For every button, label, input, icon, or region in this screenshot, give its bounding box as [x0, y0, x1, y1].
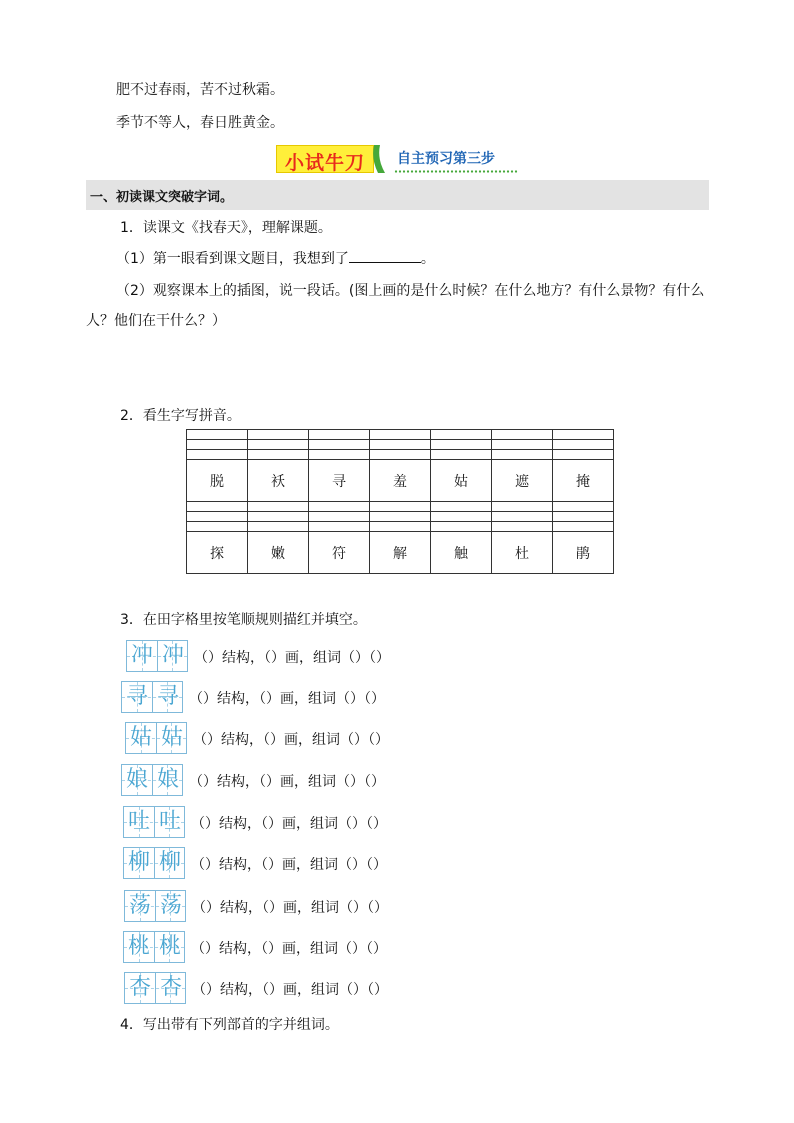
trace-char: 姑	[129, 725, 152, 750]
hanzi-cell: 解	[370, 532, 431, 574]
hanzi-cell: 遮	[492, 460, 553, 502]
pinyin-blank-cell[interactable]	[248, 502, 309, 512]
pinyin-blank-cell[interactable]	[431, 512, 492, 522]
section-heading: 一、初读课文突破字词。	[90, 190, 234, 205]
hanzi-cell: 掩	[553, 460, 614, 502]
trace-char: 桃	[158, 934, 181, 959]
trace-char: 寻	[125, 684, 148, 709]
pinyin-blank-cell[interactable]	[553, 522, 614, 532]
pinyin-blank-cell[interactable]	[370, 430, 431, 440]
q1-sub1-end: 。	[420, 251, 435, 267]
pinyin-blank-cell[interactable]	[187, 512, 248, 522]
trace-char: 柳	[127, 850, 150, 875]
pinyin-blank-cell[interactable]	[553, 440, 614, 450]
tianzige-grid[interactable]	[124, 890, 186, 922]
pinyin-blank-cell[interactable]	[492, 512, 553, 522]
trace-char: 杏	[128, 975, 151, 1000]
tianzige-grid[interactable]	[121, 681, 183, 713]
hanzi-cell: 羞	[370, 460, 431, 502]
pinyin-blank-cell[interactable]	[492, 430, 553, 440]
pinyin-blank-cell[interactable]	[248, 522, 309, 532]
structure-fill-text: （）结构，（）画，组词（）（）	[194, 650, 390, 666]
pinyin-blank-cell[interactable]	[248, 440, 309, 450]
hanzi-cell: 姑	[431, 460, 492, 502]
section-heading-bar	[86, 180, 709, 210]
hanzi-cell: 触	[431, 532, 492, 574]
trace-char: 荡	[159, 893, 182, 918]
pinyin-blank-cell[interactable]	[431, 502, 492, 512]
tianzige-grid[interactable]	[124, 972, 186, 1004]
q1-answer-blank[interactable]	[349, 248, 421, 263]
structure-fill-text: （）结构，（）画，组词（）（）	[193, 732, 389, 748]
q4-title: 4．写出带有下列部首的字并组词。	[120, 1017, 339, 1033]
trace-char: 荡	[128, 893, 151, 918]
banner-ribbon-icon	[372, 145, 386, 173]
tianzige-grid[interactable]	[123, 806, 185, 838]
q1-sub2-line1: （2）观察课本上的插图，说一段话。(图上画的是什么时候？在什么地方？有什么景物？有什么	[116, 283, 705, 299]
trace-char: 寻	[156, 684, 179, 709]
pinyin-blank-cell[interactable]	[553, 502, 614, 512]
pinyin-blank-cell[interactable]	[309, 450, 370, 460]
q1-sub1-text: （1）第一眼看到课文题目，我想到了	[116, 251, 349, 267]
structure-fill-text: （）结构，（）画，组词（）（）	[192, 982, 388, 998]
pinyin-blank-cell[interactable]	[553, 512, 614, 522]
trace-char: 姑	[160, 725, 183, 750]
pinyin-blank-cell[interactable]	[187, 450, 248, 460]
banner-title: 小试牛刀	[284, 152, 365, 174]
structure-fill-text: （）结构，（）画，组词（）（）	[189, 691, 385, 707]
hanzi-cell: 脱	[187, 460, 248, 502]
q2-title: 2．看生字写拼音。	[120, 408, 241, 424]
structure-fill-text: （）结构，（）画，组词（）（）	[191, 816, 387, 832]
tianzige-grid[interactable]	[121, 764, 183, 796]
pinyin-blank-cell[interactable]	[248, 430, 309, 440]
pinyin-blank-cell[interactable]	[187, 502, 248, 512]
pinyin-blank-cell[interactable]	[370, 450, 431, 460]
q1-sub1	[116, 248, 435, 269]
pinyin-blank-cell[interactable]	[309, 440, 370, 450]
pinyin-blank-cell[interactable]	[309, 430, 370, 440]
pinyin-blank-cell[interactable]	[248, 512, 309, 522]
q3-title: 3．在田字格里按笔顺规则描红并填空。	[120, 612, 367, 628]
proverb-line-1: 肥不过春雨，苦不过秋霜。	[116, 82, 284, 98]
pinyin-blank-cell[interactable]	[370, 502, 431, 512]
pinyin-blank-cell[interactable]	[309, 512, 370, 522]
trace-char: 桃	[127, 934, 150, 959]
pinyin-blank-cell[interactable]	[431, 450, 492, 460]
pinyin-blank-cell[interactable]	[248, 450, 309, 460]
pinyin-blank-cell[interactable]	[370, 440, 431, 450]
pinyin-blank-cell[interactable]	[431, 430, 492, 440]
structure-fill-text: （）结构，（）画，组词（）（）	[189, 774, 385, 790]
structure-fill-text: （）结构，（）画，组词（）（）	[192, 900, 388, 916]
pinyin-blank-cell[interactable]	[187, 522, 248, 532]
banner-title-box	[276, 145, 374, 173]
pinyin-table	[186, 429, 614, 574]
pinyin-blank-cell[interactable]	[187, 440, 248, 450]
trace-char: 吐	[127, 809, 150, 834]
structure-fill-text: （）结构，（）画，组词（）（）	[191, 857, 387, 873]
trace-char: 柳	[158, 850, 181, 875]
banner-dotted-underline	[394, 170, 518, 173]
trace-char: 娘	[125, 767, 148, 792]
q1-sub2-line2: 人？他们在干什么？）	[86, 313, 226, 329]
pinyin-blank-cell[interactable]	[187, 430, 248, 440]
trace-char: 杏	[159, 975, 182, 1000]
pinyin-blank-cell[interactable]	[370, 512, 431, 522]
tianzige-grid[interactable]	[125, 722, 187, 754]
trace-char: 吐	[158, 809, 181, 834]
pinyin-blank-cell[interactable]	[553, 450, 614, 460]
pinyin-blank-cell[interactable]	[492, 450, 553, 460]
pinyin-blank-cell[interactable]	[309, 502, 370, 512]
hanzi-cell: 鹃	[553, 532, 614, 574]
q1-title: 1．读课文《找春天》，理解课题。	[120, 220, 332, 236]
pinyin-blank-cell[interactable]	[431, 440, 492, 450]
trace-char: 冲	[161, 643, 184, 668]
pinyin-blank-cell[interactable]	[309, 522, 370, 532]
pinyin-blank-cell[interactable]	[492, 440, 553, 450]
pinyin-blank-cell[interactable]	[492, 522, 553, 532]
hanzi-cell: 嫩	[248, 532, 309, 574]
tianzige-grid[interactable]	[126, 640, 188, 672]
hanzi-cell: 探	[187, 532, 248, 574]
pinyin-blank-cell[interactable]	[492, 502, 553, 512]
hanzi-cell: 寻	[309, 460, 370, 502]
hanzi-cell: 杜	[492, 532, 553, 574]
trace-char: 娘	[156, 767, 179, 792]
hanzi-cell: 符	[309, 532, 370, 574]
tianzige-grid[interactable]	[123, 847, 185, 879]
pinyin-blank-cell[interactable]	[431, 522, 492, 532]
pinyin-blank-cell[interactable]	[370, 522, 431, 532]
pinyin-blank-cell[interactable]	[553, 430, 614, 440]
hanzi-cell: 袄	[248, 460, 309, 502]
banner-subtitle: 自主预习第三步	[397, 151, 495, 167]
proverb-line-2: 季节不等人，春日胜黄金。	[116, 115, 284, 131]
tianzige-grid[interactable]	[123, 931, 185, 963]
structure-fill-text: （）结构，（）画，组词（）（）	[191, 941, 387, 957]
trace-char: 冲	[130, 643, 153, 668]
